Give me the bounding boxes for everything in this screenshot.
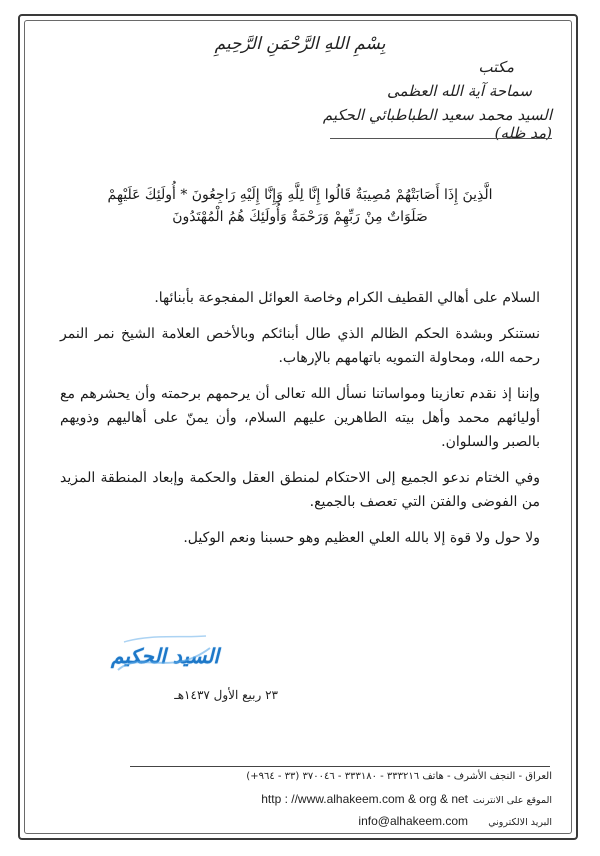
footer-email-row — [112, 814, 552, 828]
letter-date: ٢٣ ربيع الأول ١٤٣٧هـ — [174, 688, 278, 702]
paragraph-closing: وفي الختام ندعو الجميع إلى الاحتكام لمنطق العقل والحكمة وإبعاد المنطقة المزيد من الفوضى والفتن التي تعصف بالجميع. — [60, 470, 540, 510]
footer-divider — [130, 766, 550, 767]
email-label: البريد الالكتروني — [488, 817, 552, 828]
footer-website-row — [112, 792, 552, 806]
basmala: بِسْمِ اللهِ الرَّحْمَنِ الرَّحِيمِ — [214, 34, 386, 54]
footer-address: العراق - النجف الأشرف - هاتف ٣٣٣٢١٦ - ٣٣٣١٨٠ - ٣٧٠٠٤٦ (٣٣ - ٩٦٤+) — [246, 771, 552, 782]
email-link[interactable]: info@alhakeem.com — [358, 814, 468, 828]
letterhead — [312, 58, 552, 142]
seal-text: السيد الحكيم — [111, 644, 219, 668]
paragraph-greeting: السلام على أهالي القطيف الكرام وخاصة العوائل المفجوعة بأبنائها. — [154, 290, 540, 306]
signature-seal — [110, 630, 220, 682]
paragraph-prayer: ولا حول ولا قوة إلا بالله العلي العظيم وهو حسبنا ونعم الوكيل. — [183, 530, 540, 546]
quran-verse — [50, 184, 550, 228]
letterhead-name: السيد محمد سعيد الطباطبائي الحكيم (مد ظله) — [322, 106, 552, 142]
website-label: الموقع على الانترنت — [472, 795, 552, 806]
website-link[interactable]: http : //www.alhakeem.com & org & net — [261, 792, 468, 806]
verse-line-2: صَلَوَاتٌ مِنْ رَبِّهِمْ وَرَحْمَةٌ وَأُولَئِكَ هُمُ الْمُهْتَدُونَ — [172, 209, 428, 225]
letterhead-underline — [330, 138, 552, 139]
paragraph-condemnation: نستنكر وبشدة الحكم الظالم الذي طال أبنائكم وبالأخص العلامة الشيخ نمر النمر رحمه الله، ومحاولة التمويه باتهامهم بالإرهاب. — [60, 326, 540, 366]
paragraph-condolence: وإننا إذ نقدم تعازينا ومواساتنا نسأل الله تعالى أن يرحمهم برحمته وأن يحشرهم مع أوليائهم محمد وأهل بيته الطاهرين عليهم السلام، وأن يمنّ على أهاليهم وذويهم بالصبر والسلوان. — [60, 386, 540, 450]
letterhead-office: مكتب — [478, 58, 514, 76]
letterhead-rank: سماحة آية الله العظمى — [386, 82, 532, 100]
seal-flourish-icon — [110, 630, 220, 682]
letter-body — [60, 286, 540, 562]
verse-line-1: الَّذِينَ إِذَا أَصَابَتْهُمْ مُصِيبَةٌ قَالُوا إِنَّا لِلَّهِ وَإِنَّا إِلَيْهِ رَاجِعُونَ * أُولَئِكَ عَلَيْهِمْ — [107, 187, 493, 203]
